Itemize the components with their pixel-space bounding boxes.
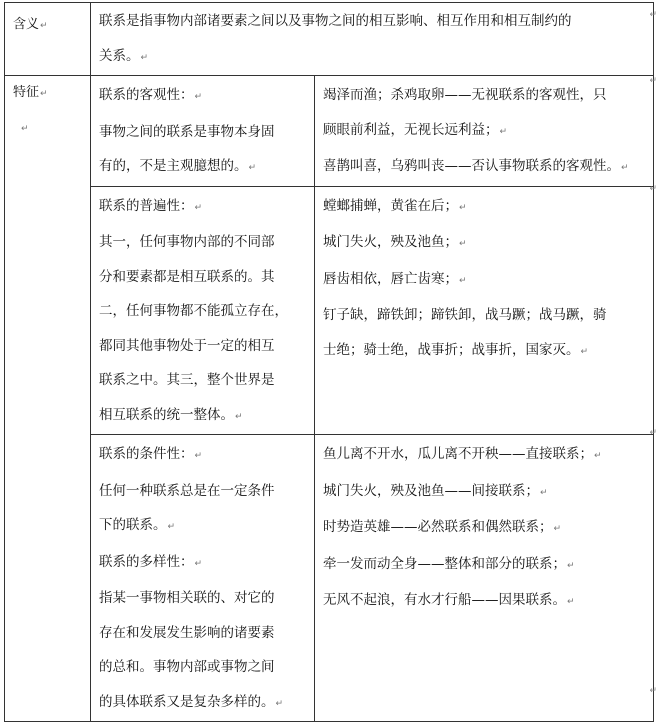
feature-text-line: 相互联系的统一整体。 [99,406,234,423]
example-text-line: 城门失火，殃及池鱼——间接联系； [323,482,539,499]
example-universality-cell [315,186,654,435]
feature-text-line: 有的，不是主观臆想的。 [99,158,248,174]
row-end-mark-icon: ↵ [649,686,657,696]
example-conditionality-diversity-cell [315,435,654,722]
paragraph-mark-icon: ↵ [21,124,29,134]
paragraph-mark-icon: ↵ [567,560,575,571]
feature-universality-cell [91,186,315,435]
example-text-line: 牵一发而动全身——整体和部分的联系； [323,555,566,572]
row-end-mark-icon: ↵ [649,428,657,438]
definition-row [5,3,654,76]
feature-row [5,435,654,722]
features-label: 特征 [13,85,40,100]
example-text-line: 钉子缺，蹄铁卸；蹄铁卸，战马蹶；战马蹶，骑 [323,307,607,323]
example-objectivity-cell [315,76,654,187]
definition-text-line: 关系。 [99,47,140,64]
paragraph-mark-icon: ↵ [248,163,257,173]
paragraph-mark-icon: ↵ [459,275,467,286]
paragraph-mark-icon: ↵ [40,89,48,99]
features-label-cell [5,76,91,722]
definition-label-cell [5,3,91,76]
feature-text-line: 事物之间的联系是事物本身固 [99,123,275,140]
example-text-line: 士绝；骑士绝，战事折；战事折，国家灭。 [323,341,580,358]
example-text-line: 城门失火，殃及池鱼； [323,234,458,250]
definition-text-line: 联系是指事物内部诸要素之间以及事物之间的相互影响、相互作用和相互制约的 [99,13,572,29]
example-text-line: 无风不起浪，有水才行船——因果联系。 [323,592,566,608]
feature-title: 联系的客观性： [99,87,194,103]
paragraph-mark-icon: ↵ [580,346,589,357]
example-text-line: 竭泽而渔；杀鸡取卵——无视联系的客观性，只 [323,87,607,103]
paragraph-mark-icon: ↵ [235,411,243,422]
feature-text-line: 的总和。事物内部或事物之间 [99,659,275,675]
paragraph-mark-icon: ↵ [459,239,467,249]
example-text-line: 鱼儿离不开水，瓜儿离不开秧——直接联系； [323,446,593,462]
feature-text-line: 联系之中。其三，整个世界是 [99,372,275,388]
paragraph-mark-icon: ↵ [40,21,48,31]
example-text-line: 螳螂捕蝉，黄雀在后； [323,197,458,214]
paragraph-mark-icon: ↵ [540,487,548,498]
row-end-mark-icon: ↵ [649,184,657,194]
paragraph-mark-icon: ↵ [140,52,149,63]
feature-text-line: 的具体联系又是复杂多样的。 [99,693,275,710]
paragraph-mark-icon: ↵ [194,92,203,102]
paragraph-mark-icon: ↵ [167,522,176,532]
paragraph-mark-icon: ↵ [621,163,629,173]
paragraph-mark-icon: ↵ [553,524,562,534]
feature-text-line: 分和要素都是相互联系的。其 [99,268,275,285]
concept-table [4,2,654,722]
feature-text-line: 下的联系。 [99,517,167,533]
row-end-mark-icon: ↵ [649,76,657,86]
definition-text-cell [91,3,654,76]
row-end-mark-icon: ↵ [649,10,657,20]
feature-title: 联系的多样性： [99,553,194,570]
feature-text-line: 都同其他事物处于一定的相互 [99,337,275,354]
feature-objectivity-cell [91,76,315,187]
feature-row [5,186,654,435]
feature-title: 联系的条件性： [99,446,194,462]
feature-text-line: 任何一种联系总是在一定条件 [99,482,275,499]
paragraph-mark-icon: ↵ [194,451,203,461]
paragraph-mark-icon: ↵ [275,698,284,709]
paragraph-mark-icon: ↵ [567,597,575,607]
paragraph-mark-icon: ↵ [459,202,467,213]
feature-text-line: 指某一事物相关联的、对它的 [99,590,275,606]
feature-row [5,76,654,187]
feature-text-line: 存在和发展发生影响的诸要素 [99,624,275,641]
paragraph-mark-icon: ↵ [194,558,203,569]
feature-conditionality-diversity-cell [91,435,315,722]
example-text-line: 顾眼前利益，无视长远利益； [323,121,499,138]
paragraph-mark-icon: ↵ [594,451,602,461]
feature-title: 联系的普遍性： [99,197,194,214]
paragraph-mark-icon: ↵ [194,202,203,213]
definition-label: 含义 [13,17,40,32]
example-text-line: 喜鹊叫喜，乌鸦叫丧——否认事物联系的客观性。 [323,158,620,174]
paragraph-mark-icon: ↵ [499,126,508,137]
example-text-line: 时势造英雄——必然联系和偶然联系； [323,519,553,535]
example-text-line: 唇齿相依，唇亡齿寒； [323,270,458,287]
feature-text-line: 二，任何事物都不能孤立存在， [99,303,288,319]
feature-text-line: 其一，任何事物内部的不同部 [99,234,275,250]
